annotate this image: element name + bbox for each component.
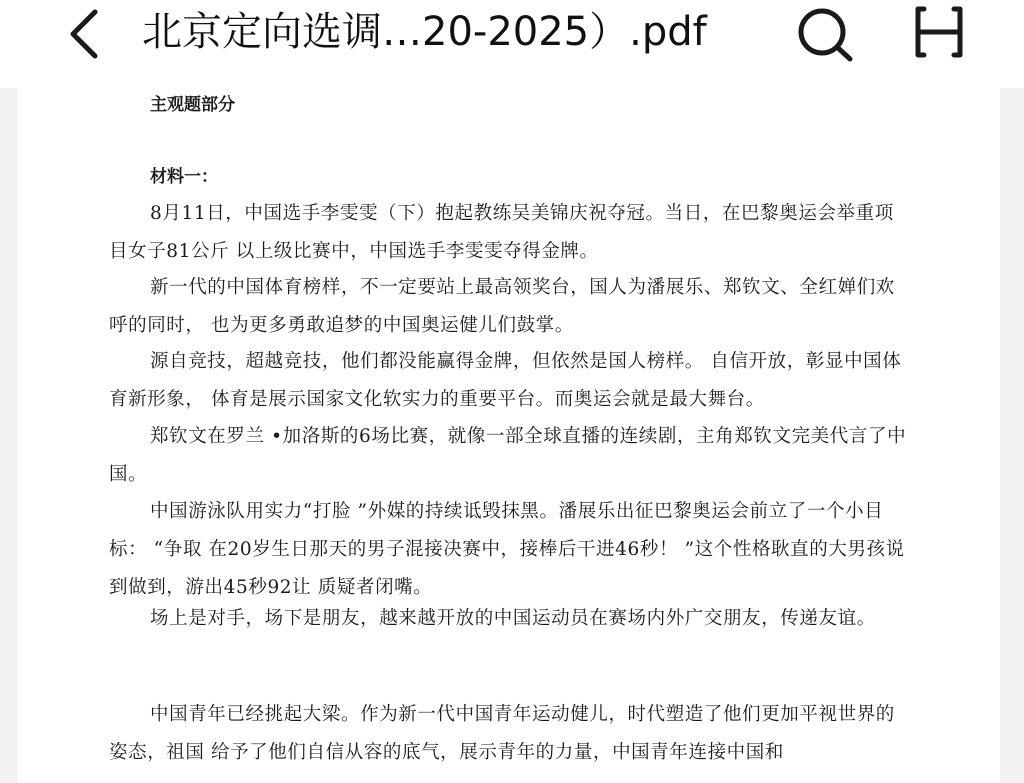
menu-icon [908,4,970,62]
paragraph: 中国青年已经挑起大梁。作为新一代中国青年运动健儿，时代塑造了他们更加平视世界的姿态，祖国 给予了他们自信从容的底气，展示青年的力量，中国青年连接中国和 [109,704,895,763]
paragraph: 场上是对手，场下是朋友，越来越开放的中国运动员在赛场内外广交朋友，传递友谊。 [150,608,876,629]
search-button[interactable] [794,4,856,62]
section-title: 主观题部分 [150,95,235,115]
paragraph: 中国游泳队用实力“打脸 ”外媒的持续诋毁抹黑。潘展乐出征巴黎奥运会前立了一个小目标： “争取 在20岁生日那天的男子混接决赛中，接棒后干进46秒！ ”这个性格耿直的大男孩说到做到，游出45秒92让 质疑者闭嘴。 [109,501,905,598]
top-app-bar [0,0,1024,88]
document-title: 北京定向选调…20-2025）.pdf [142,9,707,55]
chevron-left-icon [58,6,114,62]
paragraph: 源自竞技，超越竞技，他们都没能赢得金牌，但依然是国人榜样。 自信开放，彰显中国体育新形象， 体育是展示国家文化软实力的重要平台。而奥运会就是最大舞台。 [109,351,902,410]
paragraph: 8月11日，中国选手李雯雯（下）抱起教练吴美锦庆祝夺冠。当日，在巴黎奥运会举重项目女子81公斤 以上级比赛中，中国选手李雯雯夺得金牌。 [109,203,894,262]
search-icon [794,4,856,62]
paragraph: 郑钦文在罗兰 •加洛斯的6场比赛，就像一部全球直播的连续剧，主角郑钦文完美代言了中国。 [109,426,907,485]
document-viewer[interactable] [0,88,1024,783]
paragraph: 新一代的中国体育榜样，不一定要站上最高领奖台，国人为潘展乐、郑钦文、全红婵们欢呼的同时， 也为更多勇敢追梦的中国奥运健儿们鼓掌。 [109,277,895,336]
pdf-page [18,88,1000,783]
menu-button[interactable] [908,4,970,62]
back-button[interactable] [58,6,114,62]
material-title: 材料一： [150,167,218,187]
